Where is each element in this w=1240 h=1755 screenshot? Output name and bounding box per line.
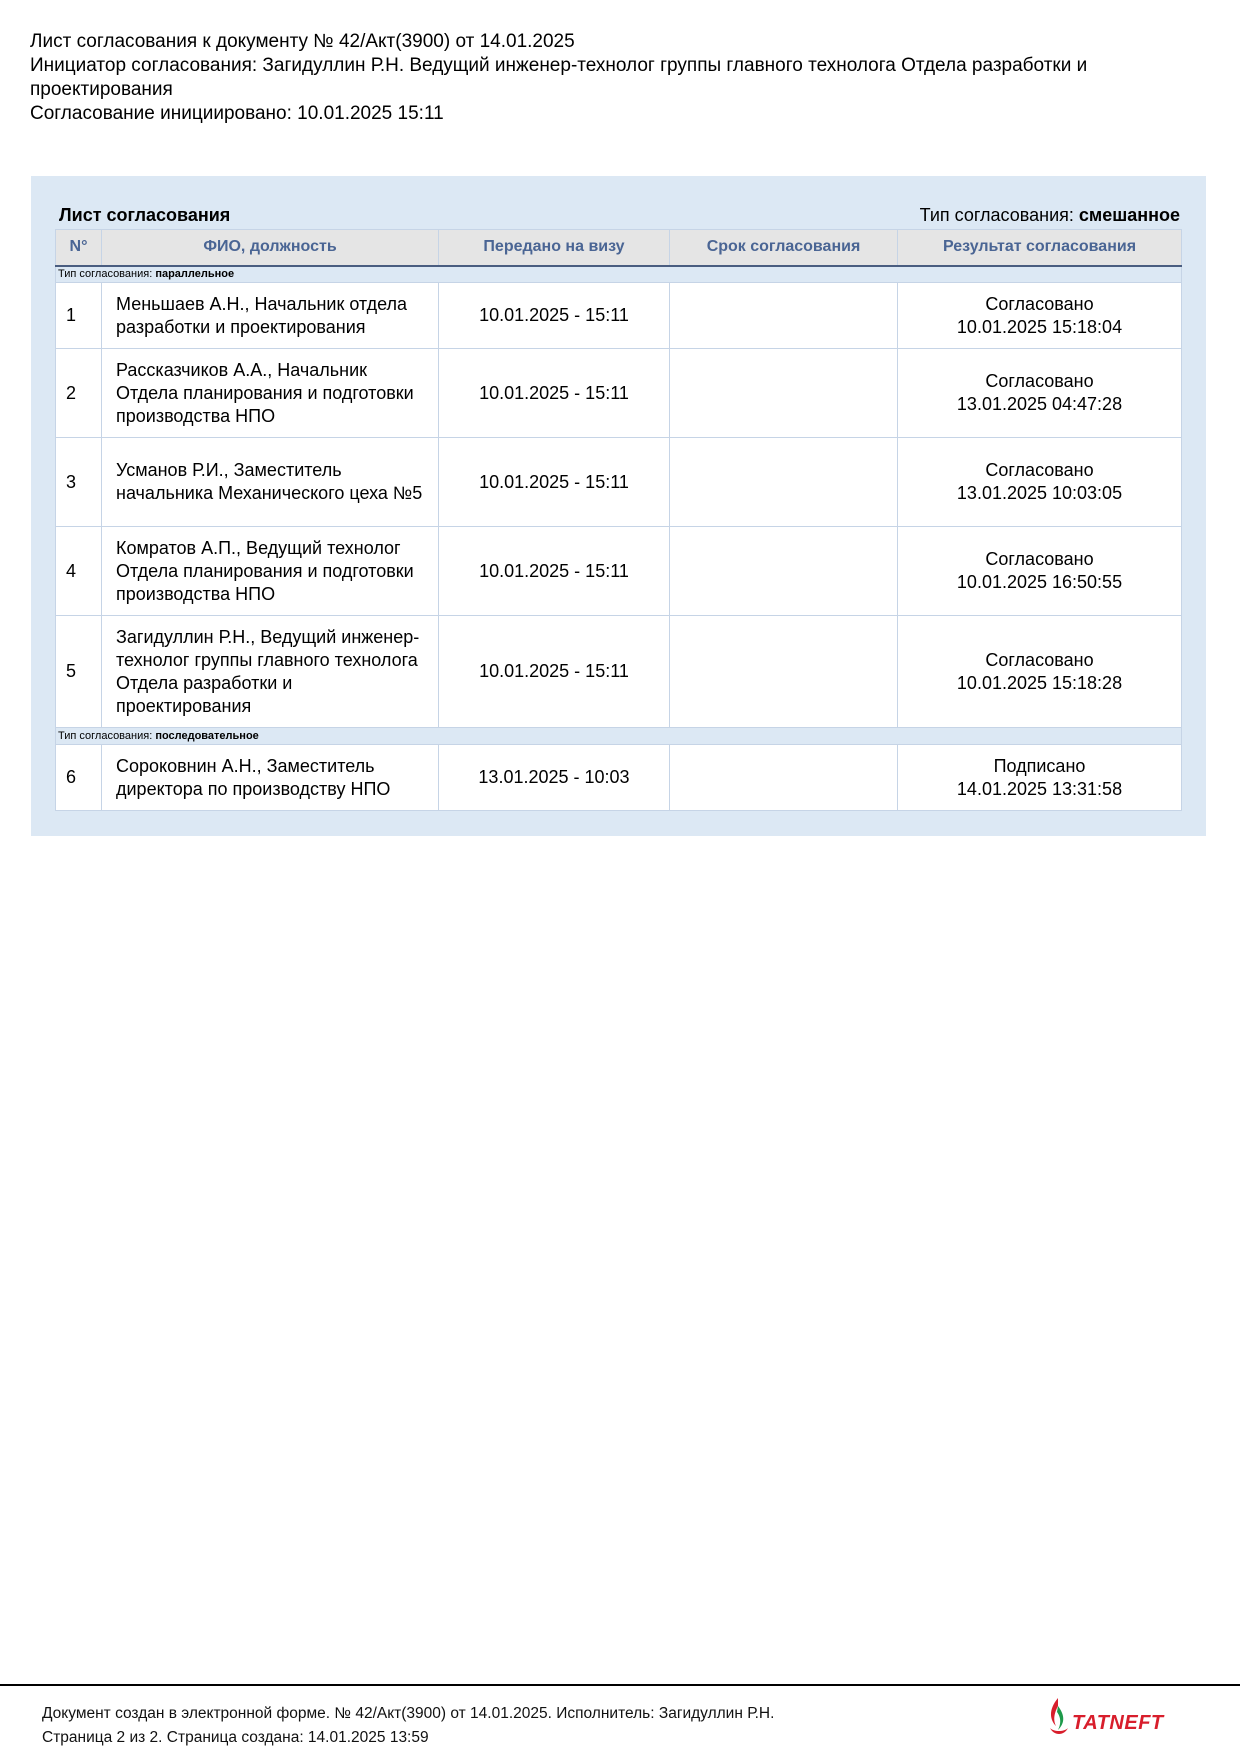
- row-result: [898, 527, 1182, 616]
- row-deadline: [670, 616, 898, 728]
- document-header: [30, 30, 1220, 126]
- col-num-header: N°: [56, 230, 102, 266]
- row-sent: 10.01.2025 - 15:11: [439, 616, 670, 728]
- table-row: [56, 527, 1182, 616]
- approval-type: [920, 205, 1180, 226]
- flame-icon: [1044, 1696, 1072, 1740]
- col-result-header: Результат согласования: [898, 230, 1182, 266]
- table-row: [56, 283, 1182, 349]
- table-row: [56, 616, 1182, 728]
- row-result: [898, 283, 1182, 349]
- row-deadline: [670, 438, 898, 527]
- group-label: Тип согласования:: [58, 730, 156, 742]
- col-deadline-header: Срок согласования: [670, 230, 898, 266]
- row-fio: Загидуллин Р.Н., Ведущий инженер-технолог группы главного технолога Отдела разработки и проектирования: [102, 616, 439, 728]
- table-header-row: [56, 230, 1182, 266]
- row-num: 3: [56, 438, 102, 527]
- row-num: 2: [56, 349, 102, 438]
- row-result: [898, 616, 1182, 728]
- approval-type-value: смешанное: [1078, 205, 1180, 225]
- col-fio-header: ФИО, должность: [102, 230, 439, 266]
- panel-title: Лист согласования: [59, 205, 231, 225]
- group-row-sequential: [56, 728, 1182, 745]
- result-date: 10.01.2025 15:18:28: [956, 672, 1123, 693]
- row-num: 4: [56, 527, 102, 616]
- footer-doc-info: Документ создан в электронной форме. № 42/Акт(3900) от 14.01.2025. Исполнитель: Загидуллин Р.Н.: [42, 1705, 775, 1722]
- row-result: [898, 349, 1182, 438]
- result-status: Согласовано: [985, 371, 1094, 391]
- group-label: Тип согласования:: [58, 268, 156, 281]
- result-date: 14.01.2025 13:31:58: [956, 778, 1123, 799]
- result-status: Подписано: [993, 755, 1086, 776]
- row-deadline: [670, 745, 898, 811]
- document-title: Лист согласования к документу № 42/Акт(3900) от 14.01.2025: [30, 31, 575, 52]
- row-deadline: [670, 527, 898, 616]
- row-deadline: [670, 349, 898, 438]
- approval-table: [55, 229, 1182, 811]
- result-date: 10.01.2025 15:18:04: [956, 316, 1123, 337]
- row-sent: 13.01.2025 - 10:03: [439, 745, 670, 811]
- row-num: 5: [56, 616, 102, 728]
- group-row-parallel: [56, 266, 1182, 283]
- footer-page-info: Страница 2 из 2. Страница создана: 14.01.2025 13:59: [42, 1729, 429, 1746]
- table-row: [56, 349, 1182, 438]
- group-value: последовательное: [155, 730, 259, 742]
- row-fio: Усманов Р.И., Заместитель начальника Механического цеха №5: [102, 438, 439, 527]
- tatneft-logo: [1044, 1696, 1194, 1740]
- approval-panel: [31, 176, 1206, 836]
- group-value: параллельное: [155, 268, 235, 281]
- table-row: [56, 438, 1182, 527]
- row-fio: Рассказчиков А.А., Начальник Отдела планирования и подготовки производства НПО: [102, 349, 439, 438]
- row-sent: 10.01.2025 - 15:11: [439, 349, 670, 438]
- approval-type-label: Тип согласования:: [919, 205, 1079, 225]
- row-fio: Комратов А.П., Ведущий технолог Отдела планирования и подготовки производства НПО: [102, 527, 439, 616]
- table-row: [56, 745, 1182, 811]
- result-date: 10.01.2025 16:50:55: [956, 572, 1123, 592]
- row-result: [898, 745, 1182, 811]
- row-deadline: [670, 283, 898, 349]
- row-result: [898, 438, 1182, 527]
- result-status: Согласовано: [985, 460, 1094, 480]
- result-date: 13.01.2025 04:47:28: [956, 394, 1123, 414]
- footer-divider: [0, 1684, 1240, 1686]
- row-fio: Сороковнин А.Н., Заместитель директора по производству НПО: [102, 745, 439, 811]
- row-sent: 10.01.2025 - 15:11: [439, 527, 670, 616]
- row-num: 6: [56, 745, 102, 811]
- row-fio: Меньшаев А.Н., Начальник отдела разработки и проектирования: [102, 283, 439, 349]
- initiator-line: Инициатор согласования: Загидуллин Р.Н. Ведущий инженер-технолог группы главного технолога Отдела разработки и проектирования: [30, 55, 1088, 100]
- result-status: Согласовано: [985, 549, 1094, 569]
- result-status: Согласовано: [985, 649, 1094, 670]
- page-footer: [42, 1702, 774, 1750]
- row-num: 1: [56, 283, 102, 349]
- row-sent: 10.01.2025 - 15:11: [439, 438, 670, 527]
- col-sent-header: Передано на визу: [439, 230, 670, 266]
- logo-text: TATNEFT: [1072, 1712, 1164, 1734]
- initiated-date-line: Согласование инициировано: 10.01.2025 15:11: [30, 103, 444, 124]
- row-sent: 10.01.2025 - 15:11: [439, 283, 670, 349]
- result-date: 13.01.2025 10:03:05: [956, 483, 1123, 503]
- result-status: Согласовано: [985, 293, 1094, 314]
